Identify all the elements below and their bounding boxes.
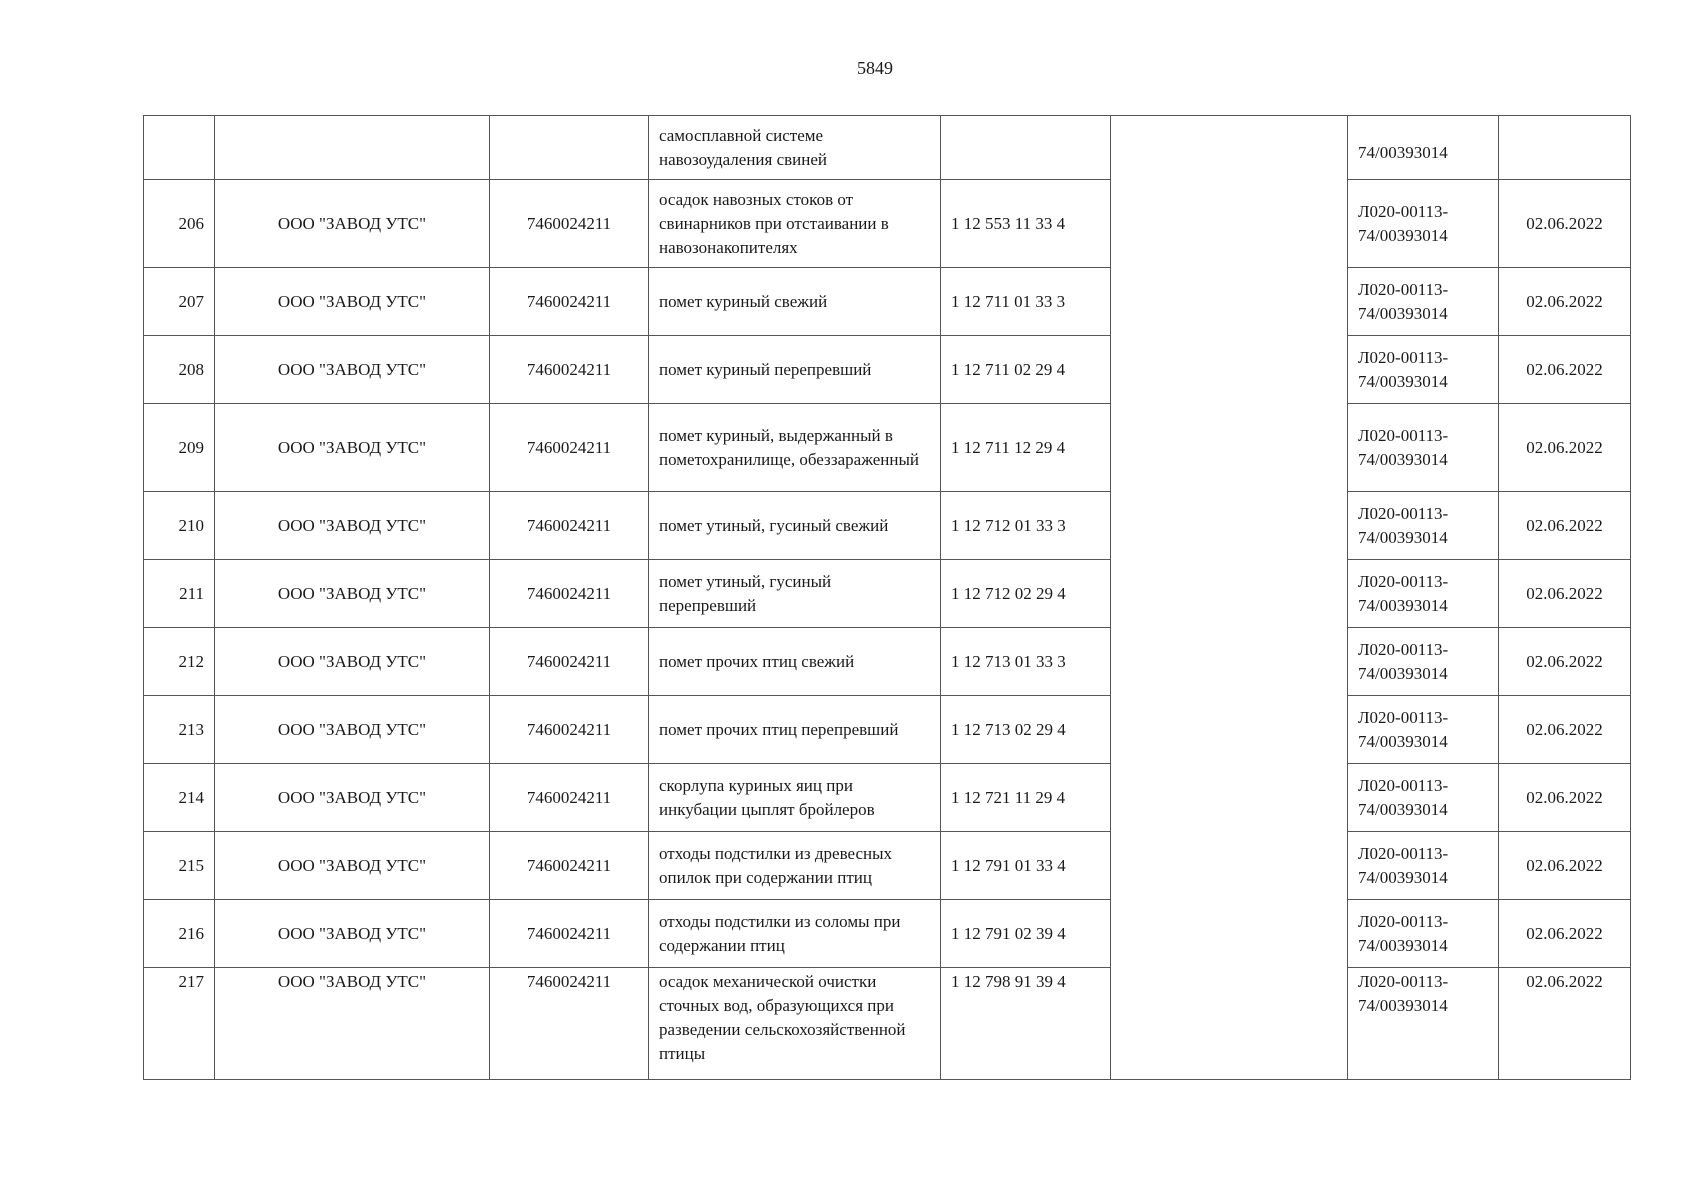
cell-organization: ООО "ЗАВОД УТС" <box>215 404 490 492</box>
cell-inn: 7460024211 <box>490 900 649 968</box>
cell-date: 02.06.2022 <box>1499 336 1631 404</box>
cell-organization: ООО "ЗАВОД УТС" <box>215 968 490 1080</box>
table-row <box>144 404 1631 492</box>
cell-number: 207 <box>144 268 215 336</box>
cell-waste-code: 1 12 712 02 29 4 <box>941 560 1111 628</box>
cell-waste-code: 1 12 791 02 39 4 <box>941 900 1111 968</box>
cell-waste-code: 1 12 798 91 39 4 <box>941 968 1111 1080</box>
cell-organization: ООО "ЗАВОД УТС" <box>215 268 490 336</box>
cell-license: Л020-00113-74/00393014 <box>1348 404 1499 492</box>
table-row <box>144 764 1631 832</box>
cell-empty-column <box>1111 116 1348 1080</box>
cell-license: Л020-00113-74/00393014 <box>1348 492 1499 560</box>
registry-table <box>143 115 1631 1080</box>
cell-number: 208 <box>144 336 215 404</box>
cell-number: 206 <box>144 180 215 268</box>
cell-date: 02.06.2022 <box>1499 696 1631 764</box>
cell-date <box>1499 116 1631 180</box>
cell-organization: ООО "ЗАВОД УТС" <box>215 696 490 764</box>
table-row <box>144 268 1631 336</box>
cell-number: 214 <box>144 764 215 832</box>
cell-organization: ООО "ЗАВОД УТС" <box>215 180 490 268</box>
cell-license: Л020-00113-74/00393014 <box>1348 900 1499 968</box>
cell-organization <box>215 116 490 180</box>
cell-number: 209 <box>144 404 215 492</box>
cell-number: 215 <box>144 832 215 900</box>
cell-inn: 7460024211 <box>490 268 649 336</box>
cell-date: 02.06.2022 <box>1499 492 1631 560</box>
cell-organization: ООО "ЗАВОД УТС" <box>215 492 490 560</box>
table-row <box>144 832 1631 900</box>
cell-organization: ООО "ЗАВОД УТС" <box>215 628 490 696</box>
cell-license: Л020-00113-74/00393014 <box>1348 336 1499 404</box>
cell-license: 74/00393014 <box>1348 116 1499 180</box>
cell-number: 210 <box>144 492 215 560</box>
cell-waste-description: помет прочих птиц перепревший <box>649 696 941 764</box>
cell-number <box>144 116 215 180</box>
cell-date: 02.06.2022 <box>1499 404 1631 492</box>
cell-waste-code: 1 12 712 01 33 3 <box>941 492 1111 560</box>
cell-number: 211 <box>144 560 215 628</box>
cell-number: 216 <box>144 900 215 968</box>
cell-waste-description: скорлупа куриных яиц при инкубации цыплят бройлеров <box>649 764 941 832</box>
cell-inn: 7460024211 <box>490 404 649 492</box>
page-number: 5849 <box>857 58 893 78</box>
cell-inn: 7460024211 <box>490 832 649 900</box>
cell-inn: 7460024211 <box>490 180 649 268</box>
cell-license: Л020-00113-74/00393014 <box>1348 764 1499 832</box>
table-row <box>144 492 1631 560</box>
cell-organization: ООО "ЗАВОД УТС" <box>215 336 490 404</box>
cell-waste-code <box>941 116 1111 180</box>
cell-date: 02.06.2022 <box>1499 560 1631 628</box>
table-row <box>144 900 1631 968</box>
cell-organization: ООО "ЗАВОД УТС" <box>215 560 490 628</box>
table-row <box>144 696 1631 764</box>
cell-number: 217 <box>144 968 215 1080</box>
cell-inn: 7460024211 <box>490 336 649 404</box>
cell-waste-code: 1 12 711 01 33 3 <box>941 268 1111 336</box>
cell-waste-description: отходы подстилки из древесных опилок при содержании птиц <box>649 832 941 900</box>
cell-date: 02.06.2022 <box>1499 764 1631 832</box>
cell-waste-code: 1 12 791 01 33 4 <box>941 832 1111 900</box>
cell-license: Л020-00113-74/00393014 <box>1348 268 1499 336</box>
cell-waste-description: осадок механической очистки сточных вод, образующихся при разведении сельскохозяйственной птицы <box>649 968 941 1080</box>
cell-waste-description: осадок навозных стоков от свинарников при отстаивании в навозонакопителях <box>649 180 941 268</box>
cell-date: 02.06.2022 <box>1499 268 1631 336</box>
cell-waste-code: 1 12 713 01 33 3 <box>941 628 1111 696</box>
cell-waste-description: помет утиный, гусиный свежий <box>649 492 941 560</box>
cell-inn: 7460024211 <box>490 560 649 628</box>
cell-waste-code: 1 12 711 12 29 4 <box>941 404 1111 492</box>
cell-waste-code: 1 12 553 11 33 4 <box>941 180 1111 268</box>
cell-inn: 7460024211 <box>490 968 649 1080</box>
cell-date: 02.06.2022 <box>1499 968 1631 1080</box>
cell-license: Л020-00113-74/00393014 <box>1348 696 1499 764</box>
table-row <box>144 628 1631 696</box>
cell-license: Л020-00113-74/00393014 <box>1348 628 1499 696</box>
cell-date: 02.06.2022 <box>1499 628 1631 696</box>
table-row <box>144 180 1631 268</box>
cell-waste-code: 1 12 713 02 29 4 <box>941 696 1111 764</box>
cell-inn: 7460024211 <box>490 696 649 764</box>
cell-waste-code: 1 12 721 11 29 4 <box>941 764 1111 832</box>
cell-date: 02.06.2022 <box>1499 900 1631 968</box>
table-row <box>144 560 1631 628</box>
table-row <box>144 336 1631 404</box>
cell-waste-description: помет утиный, гусиный перепревший <box>649 560 941 628</box>
cell-inn <box>490 116 649 180</box>
cell-inn: 7460024211 <box>490 764 649 832</box>
cell-waste-description: помет куриный свежий <box>649 268 941 336</box>
cell-inn: 7460024211 <box>490 628 649 696</box>
cell-waste-description: помет куриный перепревший <box>649 336 941 404</box>
cell-waste-description: помет куриный, выдержанный в пометохранилище, обеззараженный <box>649 404 941 492</box>
cell-license: Л020-00113-74/00393014 <box>1348 968 1499 1080</box>
cell-date: 02.06.2022 <box>1499 180 1631 268</box>
cell-waste-description: самосплавной системе навозоудаления свиней <box>649 116 941 180</box>
cell-license: Л020-00113-74/00393014 <box>1348 832 1499 900</box>
cell-organization: ООО "ЗАВОД УТС" <box>215 900 490 968</box>
cell-waste-description: отходы подстилки из соломы при содержании птиц <box>649 900 941 968</box>
cell-number: 213 <box>144 696 215 764</box>
cell-license: Л020-00113-74/00393014 <box>1348 180 1499 268</box>
cell-organization: ООО "ЗАВОД УТС" <box>215 764 490 832</box>
table-row <box>144 968 1631 1080</box>
cell-waste-description: помет прочих птиц свежий <box>649 628 941 696</box>
cell-date: 02.06.2022 <box>1499 832 1631 900</box>
cell-number: 212 <box>144 628 215 696</box>
cell-organization: ООО "ЗАВОД УТС" <box>215 832 490 900</box>
cell-license: Л020-00113-74/00393014 <box>1348 560 1499 628</box>
cell-inn: 7460024211 <box>490 492 649 560</box>
table-row-continuation <box>144 116 1631 180</box>
cell-waste-code: 1 12 711 02 29 4 <box>941 336 1111 404</box>
